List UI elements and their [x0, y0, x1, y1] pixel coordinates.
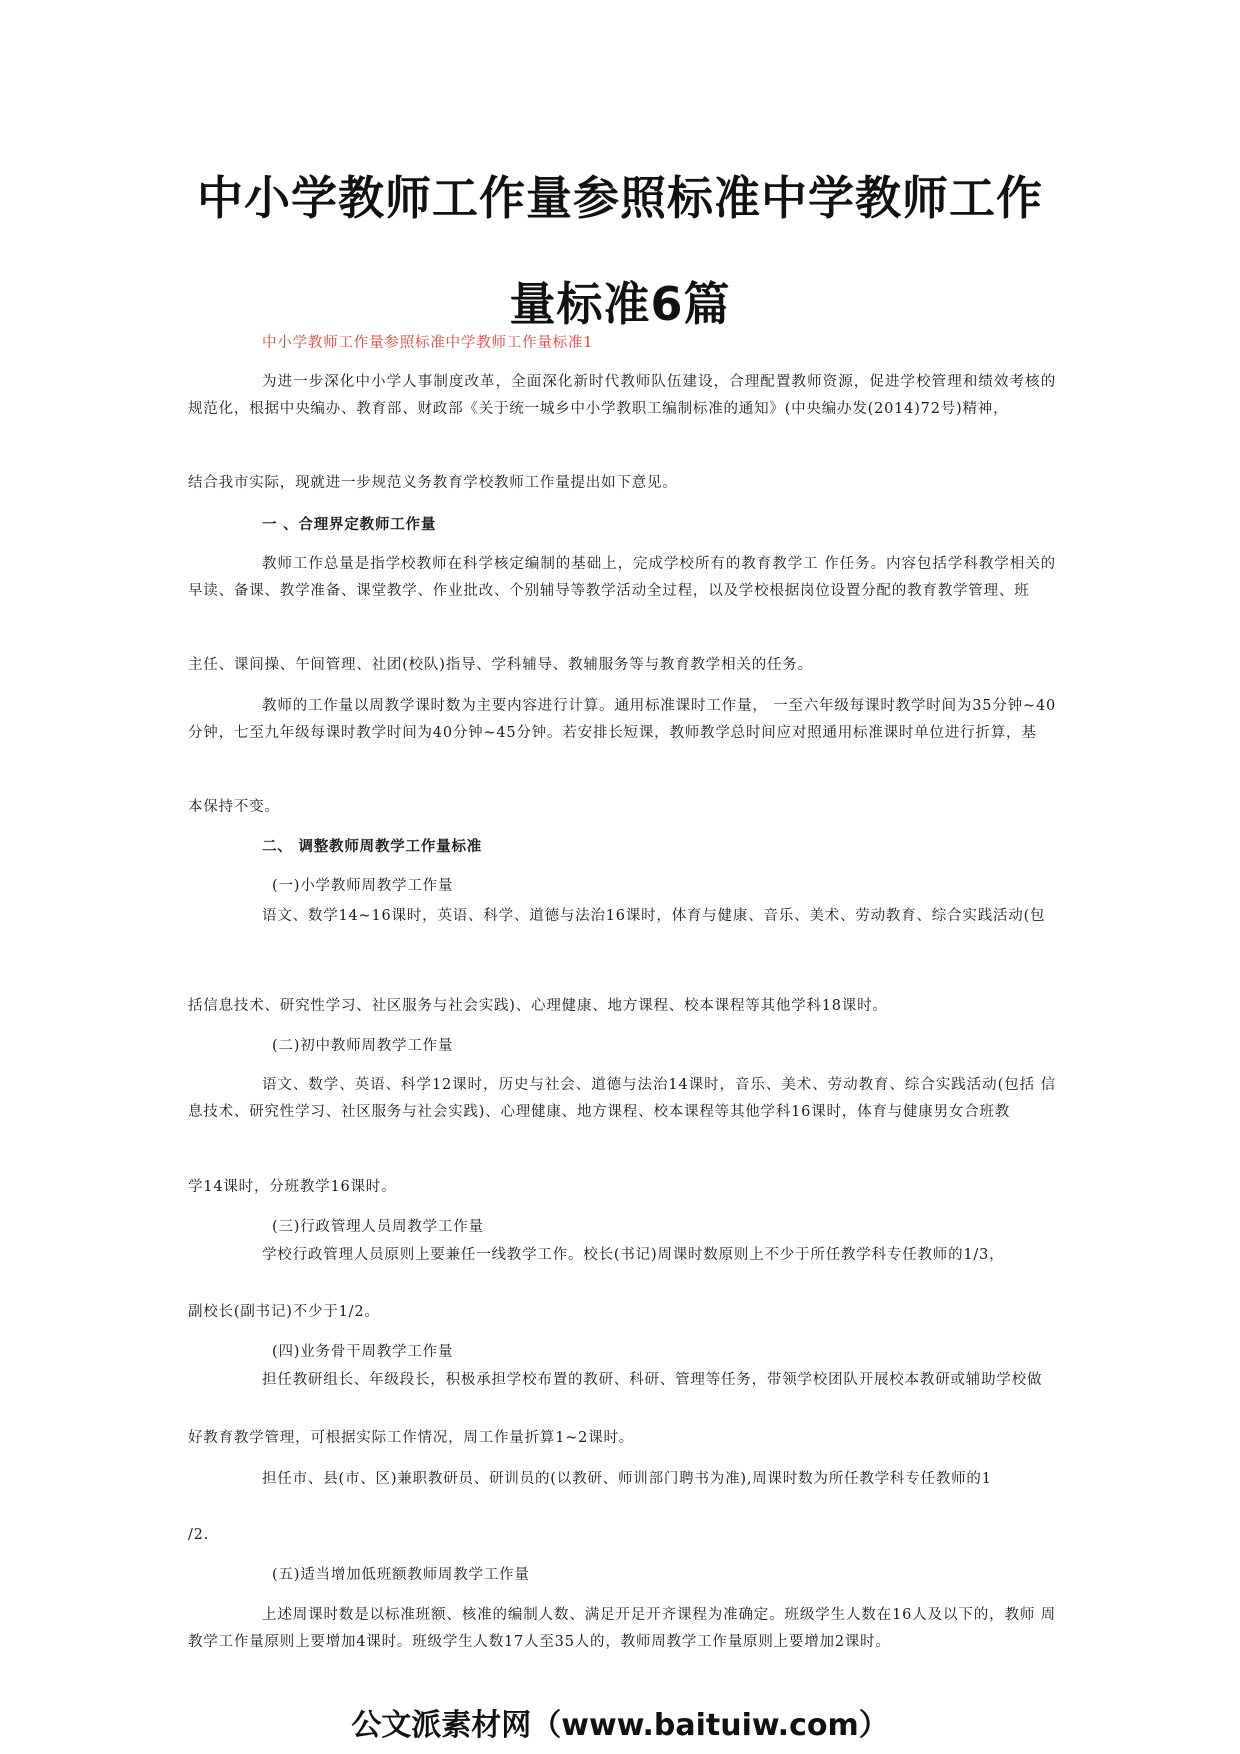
- paragraph-workload-total-cont: 主任、课间操、午间管理、社团(校队)指导、学科辅导、教辅服务等与教育教学相关的任务。: [188, 657, 813, 673]
- paragraph-admin: 学校行政管理人员原则上要兼任一线教学工作。校长(书记)周课时数原则上不少于所任教学科专任教师的1/3，: [262, 1247, 1005, 1263]
- paragraph-intro-cont: 结合我市实际，现就进一步规范义务教育学校教师工作量提出如下意见。: [188, 475, 678, 491]
- paragraph-researcher: 担任市、县(市、区)兼职教研员、研训员的(以教研、师训部门聘书为准),周课时数为所任教学科专任教师的1: [262, 1471, 992, 1487]
- paragraph-small-class: 上述周课时数是以标准班额、核准的编制人数、满足开足开齐课程为准确定。班级学生人数在16人及以下的，教师 周教学工作量原则上要增加4课时。班级学生人数17人至35人的，教师周教学工作量原则上要增加2课时。: [188, 1607, 1056, 1650]
- paragraph-class-hours: 教师的工作量以周教学课时数为主要内容进行计算。通用标准课时工作量， 一至六年级每课时教学时间为35分钟~40 分钟，七至九年级每课时教学时间为40分钟~45分钟。若安排长短课，教师教学总时间应对照通用标准课时单位进行折算，基: [188, 698, 1056, 741]
- heading-one: 一 、合理界定教师工作量: [262, 517, 437, 533]
- paragraph-primary-cont: 括信息技术、研究性学习、社区服务与社会实践)、心理健康、地方课程、校本课程等其他学科18课时。: [188, 998, 888, 1014]
- paragraph-primary: 语文、数学14~16课时，英语、科学、道德与法治16课时，体育与健康、音乐、美术、劳动教育、综合实践活动(包: [262, 908, 1046, 924]
- paragraph-intro: 为进一步深化中小学人事制度改革，全面深化新时代教师队伍建设，合理配置教师资源，促进学校管理和绩效考核的 规范化，根据中央编办、教育部、财政部《关于统一城乡中小学教职工编制标准的通知》(中央编办发(2014)72号)精神，: [188, 374, 1056, 417]
- document-title-line2: 量标准6篇: [509, 277, 731, 331]
- footer-watermark: 公文派素材网（www.baituiw.com）: [351, 1708, 889, 1743]
- subheading-small-class: (五)适当增加低班额教师周教学工作量: [272, 1567, 530, 1583]
- paragraph-backbone: 担任教研组长、年级段长，积极承担学校布置的教研、科研、管理等任务，带领学校团队开展校本教研或辅助学校做: [262, 1372, 1043, 1388]
- paragraph-junior: 语文、数学、英语、科学12课时，历史与社会、道德与法治14课时，音乐、美术、劳动教育、综合实践活动(包括 信息技术、研究性学习、社区服务与社会实践)、心理健康、地方课程、校本课程等其他学科16课时，体育与健康男女合班教: [188, 1077, 1056, 1120]
- paragraph-class-hours-cont: 本保持不变。: [188, 799, 280, 815]
- subheading-primary: (一)小学教师周教学工作量: [272, 878, 454, 894]
- paragraph-admin-cont: 副校长(副书记)不少于1/2。: [188, 1304, 380, 1320]
- subheading-backbone: (四)业务骨干周教学工作量: [272, 1344, 454, 1360]
- paragraph-backbone-cont: 好教育教学管理，可根据实际工作情况，周工作量折算1~2课时。: [188, 1430, 635, 1446]
- paragraph-workload-total: 教师工作总量是指学校教师在科学核定编制的基础上，完成学校所有的教育教学工 作任务。内容包括学科教学相关的 早读、备课、教学准备、课堂教学、作业批改、个别辅导等教学活动全过程，以及学校根据岗位设置分配的教育教学管理、班: [188, 556, 1056, 599]
- paragraph-researcher-cont: /2.: [188, 1527, 210, 1543]
- subheading-junior: (二)初中教师周教学工作量: [272, 1038, 454, 1054]
- heading-two: 二、 调整教师周教学工作量标准: [262, 839, 483, 855]
- paragraph-junior-cont: 学14课时，分班教学16课时。: [188, 1179, 397, 1195]
- document-title-line1: 中小学教师工作量参照标准中学教师工作: [197, 171, 1043, 225]
- section-subtitle: 中小学教师工作量参照标准中学教师工作量标准1: [262, 335, 594, 351]
- subheading-admin: (三)行政管理人员周教学工作量: [272, 1219, 484, 1235]
